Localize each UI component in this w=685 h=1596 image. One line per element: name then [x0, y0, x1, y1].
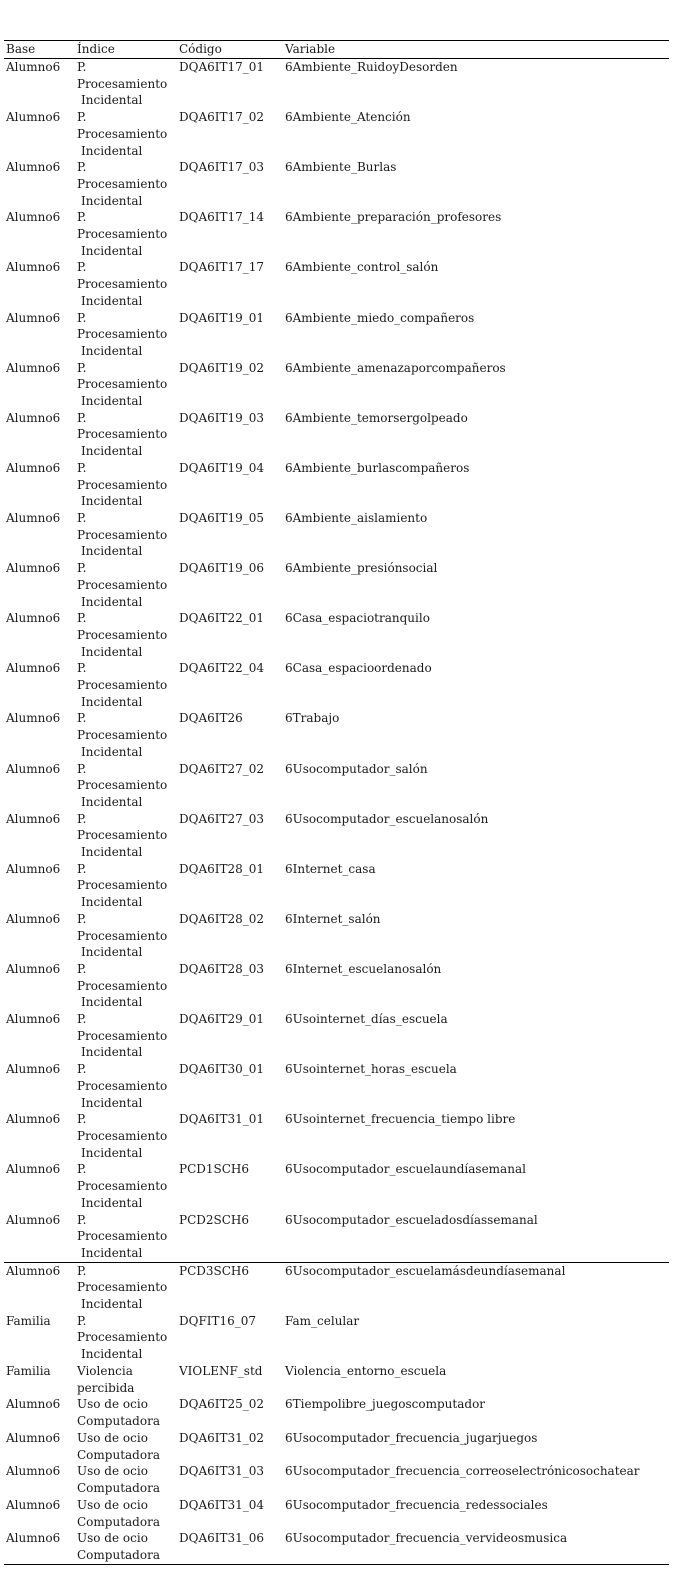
indice-line: Incidental [81, 1347, 143, 1362]
cell-variable: 6Tiempolibre_juegoscomputador [285, 1397, 486, 1412]
cell-indice [75, 259, 177, 309]
cell-indice [75, 209, 177, 259]
indice-line: P. [77, 60, 87, 74]
table-row [4, 209, 669, 259]
cell-variable: 6Usointernet_horas_escuela [285, 1062, 457, 1077]
cell-codigo: DQA6IT17_02 [179, 110, 265, 125]
indice-line: P. [77, 661, 87, 676]
indice-line: P. [77, 310, 87, 325]
cell-variable: 6Usocomputador_escuelamásdeundíasemanal [285, 1263, 566, 1278]
cell-indice [75, 1161, 177, 1211]
header-indice: Índice [77, 42, 115, 56]
cell-base: Alumno6 [6, 310, 61, 325]
cell-indice [75, 460, 177, 510]
indice-line: Procesamiento [77, 1229, 168, 1244]
cell-variable: 6Casa_espacioordenado [285, 661, 432, 676]
cell-indice [75, 1262, 177, 1313]
indice-line: P. [77, 961, 87, 976]
cell-indice [75, 710, 177, 760]
table-row [4, 510, 669, 560]
cell-base: Familia [6, 1313, 51, 1328]
cell-indice [75, 159, 177, 209]
cell-variable: 6Ambiente_Burlas [285, 160, 397, 175]
cell-variable: Fam_celular [285, 1313, 360, 1328]
indice-line: P. [77, 1313, 87, 1328]
cell-codigo: DQA6IT27_02 [179, 761, 265, 776]
cell-indice [75, 861, 177, 911]
indice-line: Uso de ocio [77, 1430, 148, 1445]
indice-line: Incidental [81, 744, 143, 759]
cell-base: Alumno6 [6, 410, 61, 425]
cell-indice [75, 1061, 177, 1111]
table-row [4, 360, 669, 410]
cell-base: Alumno6 [6, 210, 61, 225]
indice-line: Procesamiento [77, 627, 168, 642]
cell-variable: Violencia_entorno_escuela [285, 1363, 447, 1378]
cell-codigo: DQA6IT19_02 [179, 360, 265, 375]
cell-indice [75, 761, 177, 811]
indice-line: P. [77, 260, 87, 275]
cell-indice [75, 1497, 177, 1531]
header-base: Base [6, 42, 36, 56]
indice-line: P. [77, 711, 87, 726]
table-row [4, 1262, 669, 1313]
cell-variable: 6Usocomputador_escuelaundíasemanal [285, 1162, 526, 1177]
indice-line: Incidental [81, 845, 143, 860]
cell-variable: 6Ambiente_control_salón [285, 260, 439, 275]
table-row [4, 59, 669, 110]
cell-codigo: DQA6IT17_01 [179, 60, 265, 74]
cell-indice [75, 109, 177, 159]
indice-line: P. [77, 510, 87, 525]
variables-table [4, 40, 669, 1565]
cell-codigo: DQA6IT31_04 [179, 1497, 265, 1512]
table-row [4, 1463, 669, 1497]
cell-codigo: DQA6IT17_14 [179, 210, 265, 225]
cell-variable: 6Internet_casa [285, 861, 376, 876]
cell-indice [75, 1111, 177, 1161]
cell-base: Alumno6 [6, 1062, 61, 1077]
indice-line: Incidental [81, 1145, 143, 1160]
table-row [4, 1430, 669, 1464]
table-row [4, 811, 669, 861]
cell-codigo: DQA6IT28_01 [179, 861, 265, 876]
indice-line: P. [77, 1012, 87, 1027]
cell-base: Alumno6 [6, 811, 61, 826]
cell-codigo: DQA6IT17_03 [179, 160, 265, 175]
cell-codigo: DQA6IT31_02 [179, 1430, 265, 1445]
table-row [4, 1111, 669, 1161]
indice-line: Incidental [81, 945, 143, 960]
indice-line: Procesamiento [77, 327, 168, 342]
indice-line: P. [77, 1212, 87, 1227]
indice-line: Procesamiento [77, 277, 168, 292]
table-row [4, 710, 669, 760]
indice-line: Procesamiento [77, 227, 168, 242]
cell-base: Alumno6 [6, 1263, 61, 1278]
indice-line: Procesamiento [77, 678, 168, 693]
cell-indice [75, 660, 177, 710]
cell-indice [75, 1530, 177, 1564]
table-row [4, 410, 669, 460]
cell-variable: 6Ambiente_amenazaporcompañeros [285, 360, 506, 375]
cell-variable: 6Usocomputador_frecuencia_vervideosmusica [285, 1531, 568, 1546]
cell-codigo: DQA6IT19_06 [179, 561, 265, 576]
cell-variable: 6Usocomputador_escueladosdíassemanal [285, 1212, 538, 1227]
cell-codigo: PCD3SCH6 [179, 1263, 250, 1278]
indice-line: P. [77, 1112, 87, 1127]
indice-line: Incidental [81, 694, 143, 709]
cell-base: Alumno6 [6, 1012, 61, 1027]
header-variable: Variable [285, 42, 336, 56]
cell-indice [75, 59, 177, 110]
indice-line: P. [77, 861, 87, 876]
indice-line: Incidental [81, 895, 143, 910]
indice-line: Procesamiento [77, 1179, 168, 1194]
cell-indice [75, 510, 177, 560]
indice-line: Incidental [81, 444, 143, 459]
cell-codigo: PCD1SCH6 [179, 1162, 250, 1177]
indice-line: Incidental [81, 644, 143, 659]
indice-line: Procesamiento [77, 828, 168, 843]
indice-line: Procesamiento [77, 1280, 168, 1295]
cell-variable: 6Ambiente_miedo_compañeros [285, 310, 475, 325]
indice-line: Incidental [81, 1297, 143, 1312]
cell-indice [75, 811, 177, 861]
cell-base: Alumno6 [6, 260, 61, 275]
indice-line: Incidental [81, 143, 143, 158]
indice-line: Procesamiento [77, 778, 168, 793]
indice-line: Incidental [81, 1045, 143, 1060]
cell-base: Alumno6 [6, 510, 61, 525]
cell-indice [75, 1212, 177, 1263]
indice-line: Incidental [81, 243, 143, 258]
cell-base: Alumno6 [6, 1497, 61, 1512]
table-row [4, 911, 669, 961]
header-row [4, 41, 669, 59]
table-row [4, 1363, 669, 1397]
cell-indice [75, 1396, 177, 1430]
indice-line: P. [77, 1062, 87, 1077]
cell-base: Alumno6 [6, 1162, 61, 1177]
indice-line: Uso de ocio [77, 1497, 148, 1512]
cell-variable: 6Ambiente_RuidoyDesorden [285, 60, 458, 74]
cell-variable: 6Ambiente_Atención [285, 110, 411, 125]
cell-base: Alumno6 [6, 711, 61, 726]
table-row [4, 259, 669, 309]
table-row [4, 761, 669, 811]
table-row [4, 310, 669, 360]
indice-line: Procesamiento [77, 928, 168, 943]
cell-base: Alumno6 [6, 861, 61, 876]
cell-variable: 6Usointernet_frecuencia_tiempo libre [285, 1112, 516, 1127]
table-row [4, 1396, 669, 1430]
cell-codigo: DQA6IT17_17 [179, 260, 265, 275]
cell-indice [75, 1313, 177, 1363]
cell-codigo: DQA6IT19_03 [179, 410, 265, 425]
indice-line: P. [77, 761, 87, 776]
indice-line: Incidental [81, 394, 143, 409]
table-row [4, 109, 669, 159]
indice-line: Procesamiento [77, 176, 168, 191]
cell-base: Alumno6 [6, 911, 61, 926]
cell-variable: 6Internet_salón [285, 911, 381, 926]
indice-line: Computadora [77, 1481, 160, 1496]
indice-line: Procesamiento [77, 1078, 168, 1093]
cell-codigo: DQA6IT29_01 [179, 1012, 265, 1027]
cell-variable: 6Ambiente_aislamiento [285, 510, 428, 525]
indice-line: Procesamiento [77, 427, 168, 442]
cell-base: Alumno6 [6, 761, 61, 776]
indice-line: Uso de ocio [77, 1464, 148, 1479]
table-row [4, 1161, 669, 1211]
indice-line: Procesamiento [77, 1129, 168, 1143]
cell-codigo: DQA6IT27_03 [179, 811, 265, 826]
cell-base: Familia [6, 1363, 51, 1378]
indice-line: Procesamiento [77, 76, 168, 91]
cell-codigo: DQA6IT19_04 [179, 460, 265, 475]
cell-base: Alumno6 [6, 561, 61, 576]
table-row [4, 560, 669, 610]
cell-variable: 6Casa_espaciotranquilo [285, 611, 430, 626]
cell-variable: 6Usocomputador_escuelanosalón [285, 811, 489, 826]
cell-base: Alumno6 [6, 961, 61, 976]
indice-line: Incidental [81, 1245, 143, 1260]
cell-variable: 6Ambiente_burlascompañeros [285, 460, 470, 475]
indice-line: Procesamiento [77, 477, 168, 492]
indice-line: Uso de ocio [77, 1397, 148, 1412]
cell-codigo: DQA6IT31_06 [179, 1531, 265, 1546]
indice-line: Incidental [81, 594, 143, 609]
cell-codigo: DQFIT16_07 [179, 1313, 257, 1328]
indice-line: Computadora [77, 1414, 160, 1429]
indice-line: Incidental [81, 1095, 143, 1110]
table-row [4, 460, 669, 510]
cell-codigo: DQA6IT30_01 [179, 1062, 265, 1077]
indice-line: Procesamiento [77, 978, 168, 993]
table-row [4, 861, 669, 911]
table-row [4, 1530, 669, 1564]
table-row [4, 660, 669, 710]
cell-indice [75, 911, 177, 961]
cell-codigo: DQA6IT19_01 [179, 310, 265, 325]
indice-line: Uso de ocio [77, 1531, 148, 1546]
cell-indice [75, 610, 177, 660]
cell-indice [75, 560, 177, 610]
cell-base: Alumno6 [6, 160, 61, 175]
indice-line: Computadora [77, 1447, 160, 1462]
indice-line: P. [77, 460, 87, 475]
table-row [4, 1497, 669, 1531]
indice-line: Incidental [81, 193, 143, 208]
table-row [4, 159, 669, 209]
indice-line: Procesamiento [77, 1330, 168, 1345]
cell-variable: 6Usocomputador_salón [285, 761, 428, 776]
cell-codigo: DQA6IT22_01 [179, 611, 265, 626]
cell-codigo: DQA6IT28_02 [179, 911, 265, 926]
indice-line: Procesamiento [77, 1028, 168, 1043]
cell-base: Alumno6 [6, 1464, 61, 1479]
indice-line: Violencia [77, 1363, 133, 1378]
cell-base: Alumno6 [6, 360, 61, 375]
cell-variable: 6Trabajo [285, 711, 340, 726]
indice-line: Incidental [81, 544, 143, 559]
indice-line: percibida [77, 1380, 135, 1395]
table-header [4, 41, 669, 59]
cell-base: Alumno6 [6, 460, 61, 475]
table-row [4, 961, 669, 1011]
indice-line: P. [77, 611, 87, 626]
indice-line: Procesamiento [77, 377, 168, 392]
cell-variable: 6Usocomputador_frecuencia_redessociales [285, 1497, 548, 1512]
cell-codigo: DQA6IT28_03 [179, 961, 265, 976]
indice-line: Procesamiento [77, 878, 168, 893]
cell-base: Alumno6 [6, 1397, 61, 1412]
indice-line: P. [77, 561, 87, 576]
indice-line: P. [77, 160, 87, 175]
cell-base: Alumno6 [6, 1430, 61, 1445]
indice-line: P. [77, 410, 87, 425]
table-row [4, 1313, 669, 1363]
cell-variable: 6Ambiente_temorsergolpeado [285, 410, 468, 425]
indice-line: P. [77, 110, 87, 125]
indice-line: P. [77, 811, 87, 826]
cell-codigo: DQA6IT26 [179, 711, 243, 726]
cell-codigo: PCD2SCH6 [179, 1212, 250, 1227]
cell-variable: 6Ambiente_presiónsocial [285, 561, 438, 576]
cell-indice [75, 410, 177, 460]
indice-line: P. [77, 210, 87, 225]
cell-codigo: DQA6IT31_03 [179, 1464, 265, 1479]
indice-line: Computadora [77, 1514, 160, 1529]
cell-indice [75, 1363, 177, 1397]
table-row [4, 1061, 669, 1111]
indice-line: Procesamiento [77, 126, 168, 141]
cell-indice [75, 1430, 177, 1464]
cell-base: Alumno6 [6, 60, 61, 74]
indice-line: P. [77, 911, 87, 926]
indice-line: P. [77, 1162, 87, 1177]
cell-base: Alumno6 [6, 661, 61, 676]
cell-codigo: VIOLENF_std [179, 1363, 263, 1378]
cell-variable: 6Usocomputador_frecuencia_correoselectrónicosochatear [285, 1464, 640, 1479]
cell-base: Alumno6 [6, 1531, 61, 1546]
cell-variable: 6Usointernet_días_escuela [285, 1012, 448, 1027]
indice-line: Procesamiento [77, 527, 168, 542]
cell-indice [75, 360, 177, 410]
cell-codigo: DQA6IT22_04 [179, 661, 265, 676]
indice-line: Procesamiento [77, 577, 168, 592]
cell-base: Alumno6 [6, 611, 61, 626]
header-codigo: Código [179, 42, 222, 56]
cell-codigo: DQA6IT25_02 [179, 1397, 265, 1412]
indice-line: P. [77, 1263, 87, 1278]
indice-line: Computadora [77, 1548, 160, 1563]
cell-codigo: DQA6IT31_01 [179, 1112, 265, 1127]
table-row [4, 610, 669, 660]
cell-indice [75, 961, 177, 1011]
cell-indice [75, 310, 177, 360]
cell-variable: 6Internet_escuelanosalón [285, 961, 442, 976]
table-row [4, 1011, 669, 1061]
indice-line: Incidental [81, 494, 143, 509]
table-row [4, 1212, 669, 1263]
cell-variable: 6Usocomputador_frecuencia_jugarjuegos [285, 1430, 538, 1445]
indice-line: P. [77, 360, 87, 375]
indice-line: Procesamiento [77, 728, 168, 743]
indice-line: Incidental [81, 343, 143, 358]
cell-indice [75, 1463, 177, 1497]
cell-base: Alumno6 [6, 1112, 61, 1127]
table-body [4, 59, 669, 1565]
cell-base: Alumno6 [6, 110, 61, 125]
cell-indice [75, 1011, 177, 1061]
cell-codigo: DQA6IT19_05 [179, 510, 265, 525]
indice-line: Incidental [81, 794, 143, 809]
indice-line: Incidental [81, 293, 143, 308]
indice-line: Incidental [81, 995, 143, 1010]
indice-line: Incidental [81, 1195, 143, 1210]
cell-variable: 6Ambiente_preparación_profesores [285, 210, 502, 225]
cell-base: Alumno6 [6, 1212, 61, 1227]
indice-line: Incidental [81, 93, 143, 108]
